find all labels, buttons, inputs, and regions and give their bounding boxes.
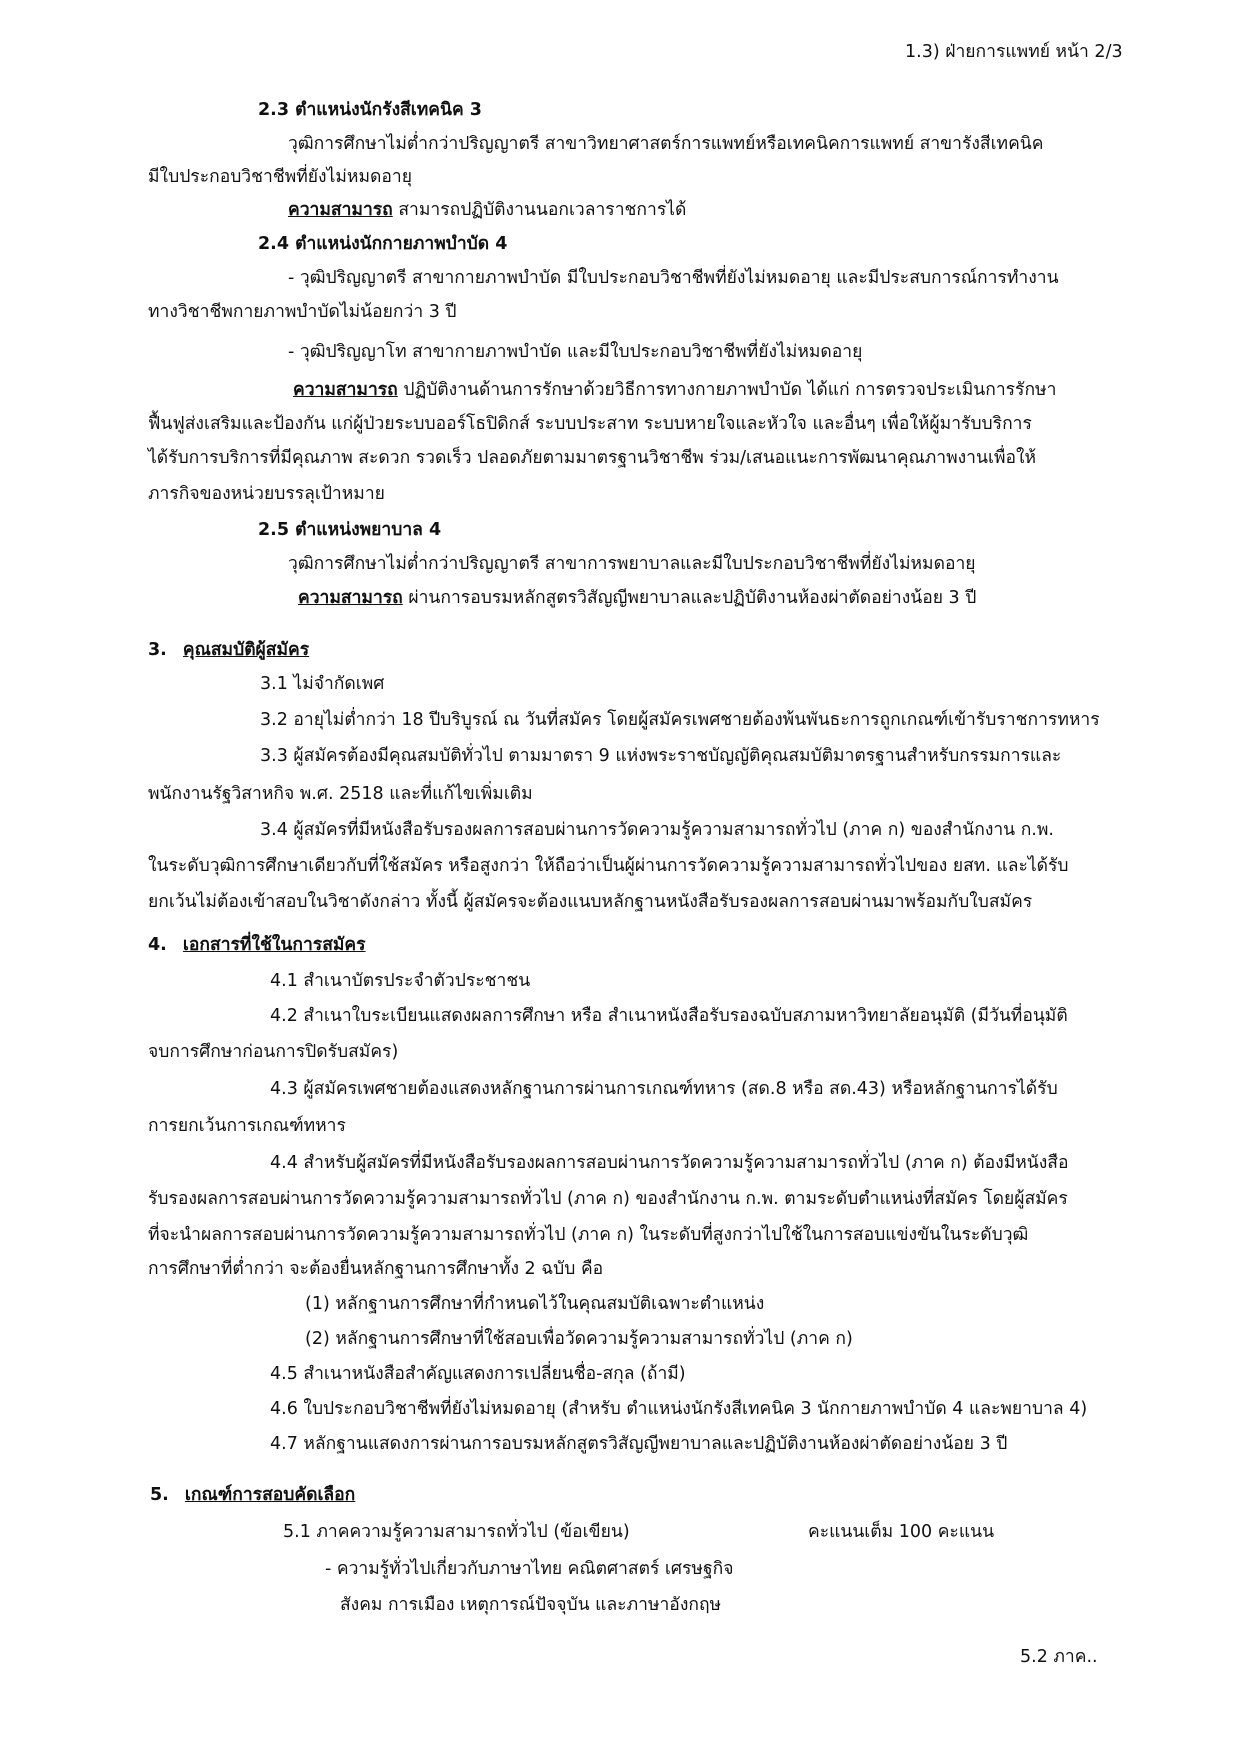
list-item: 4.6 ใบประกอบวิชาชีพที่ยังไม่หมดอายุ (สำหรับ ตำแหน่งนักรังสีเทคนิค 3 นักกายภาพบำบัด 4 และพยาบาล 4) — [270, 1399, 1088, 1419]
paragraph-line: รับรองผลการสอบผ่านการวัดความรู้ความสามารถทั่วไป (ภาค ก) ของสำนักงาน ก.พ. ตามระดับตำแหน่งที่สมัคร โดยผู้สมัคร — [148, 1189, 1068, 1209]
list-item: 4.5 สำเนาหนังสือสำคัญแสดงการเปลี่ยนชื่อ-สกุล (ถ้ามี) — [270, 1364, 686, 1384]
list-item: 3.2 อายุไม่ต่ำกว่า 18 ปีบริบูรณ์ ณ วันที่สมัคร โดยผู้สมัครเพศชายต้องพ้นพันธะการถูกเกณฑ์เข้ารับราชการทหาร — [260, 710, 1100, 730]
paragraph-line: วุฒิการศึกษาไม่ต่ำกว่าปริญญาตรี สาขาวิทยาศาสตร์การแพทย์หรือเทคนิคการแพทย์ สาขารังสีเทคนิค — [288, 134, 1044, 154]
section-3-heading — [148, 638, 309, 662]
page-header: 1.3) ฝ่ายการแพทย์ หน้า 2/3 — [905, 42, 1123, 62]
list-item: 5.1 ภาคความรู้ความสามารถทั่วไป (ข้อเขียน) — [283, 1522, 630, 1542]
sub-item: สังคม การเมือง เหตุการณ์ปัจจุบัน และภาษาอังกฤษ — [340, 1595, 722, 1615]
section-title: คุณสมบัติผู้สมัคร — [182, 640, 310, 660]
list-item: 3.1 ไม่จำกัดเพศ — [260, 674, 385, 694]
paragraph-line: ยกเว้นไม่ต้องเข้าสอบในวิชาดังกล่าว ทั้งนี้ ผู้สมัครจะต้องแนบหลักฐานหนังสือรับรองผลการสอบผ่านมาพร้อมกับใบสมัคร — [148, 892, 1033, 912]
paragraph-line: ที่จะนำผลการสอบผ่านการวัดความรู้ความสามารถทั่วไป (ภาค ก) ในระดับที่สูงกว่าไปใช้ในการสอบแข่งขันในระดับวุฒิ — [148, 1225, 1029, 1245]
heading-2-5: 2.5 ตำแหน่งพยาบาล 4 — [258, 520, 442, 540]
ability-label: ความสามารถ — [298, 588, 403, 608]
list-item: 4.1 สำเนาบัตรประจำตัวประชาชน — [270, 971, 531, 991]
paragraph-line: การศึกษาที่ต่ำกว่า จะต้องยื่นหลักฐานการศึกษาทั้ง 2 ฉบับ คือ — [148, 1259, 604, 1279]
list-item: 4.7 หลักฐานแสดงการผ่านการอบรมหลักสูตรวิสัญญีพยาบาลและปฏิบัติงานห้องผ่าตัดอย่างน้อย 3 ปี — [270, 1434, 1008, 1454]
list-item: 3.3 ผู้สมัครต้องมีคุณสมบัติทั่วไป ตามมาตรา 9 แห่งพระราชบัญญัติคุณสมบัติมาตรฐานสำหรับกรรมการและ — [260, 746, 1062, 766]
section-number: 5. — [150, 1485, 169, 1505]
list-item: 4.2 สำเนาใบระเบียนแสดงผลการศึกษา หรือ สำเนาหนังสือรับรองฉบับสภามหาวิทยาลัยอนุมัติ (มีวันที่อนุมัติ — [270, 1006, 1068, 1026]
paragraph-line: - วุฒิปริญญาโท สาขากายภาพบำบัด และมีใบประกอบวิชาชีพที่ยังไม่หมดอายุ — [288, 342, 863, 362]
ability-label: ความสามารถ — [288, 200, 393, 220]
section-title: เอกสารที่ใช้ในการสมัคร — [182, 935, 366, 955]
ability-text: ปฏิบัติงานด้านการรักษาด้วยวิธีการทางกายภาพบำบัด ได้แก่ การตรวจประเมินการรักษา — [403, 380, 1057, 400]
ability-text: สามารถปฏิบัติงานนอกเวลาราชการได้ — [398, 200, 687, 220]
list-item: 3.4 ผู้สมัครที่มีหนังสือรับรองผลการสอบผ่านการวัดความรู้ความสามารถทั่วไป (ภาค ก) ของสำนักงาน ก.พ. — [260, 820, 1054, 840]
ability-label: ความสามารถ — [293, 380, 398, 400]
section-5-heading — [150, 1483, 355, 1507]
section-number: 4. — [148, 935, 167, 955]
paragraph-line: ทางวิชาชีพกายภาพบำบัดไม่น้อยกว่า 3 ปี — [148, 302, 457, 322]
ability-line — [298, 586, 976, 610]
paragraph-line: - วุฒิปริญญาตรี สาขากายภาพบำบัด มีใบประกอบวิชาชีพที่ยังไม่หมดอายุ และมีประสบการณ์การทำงาน — [288, 268, 1059, 288]
section-4-heading — [148, 933, 366, 957]
score-label: คะแนนเต็ม 100 คะแนน — [808, 1522, 995, 1542]
sub-item: - ความรู้ทั่วไปเกี่ยวกับภาษาไทย คณิตศาสตร์ เศรษฐกิจ — [325, 1559, 734, 1579]
paragraph-line: ได้รับการบริการที่มีคุณภาพ สะดวก รวดเร็ว ปลอดภัยตามมาตรฐานวิชาชีพ ร่วม/เสนอแนะการพัฒนาคุณภาพงานเพื่อให้ — [148, 448, 1037, 468]
paragraph-line: พนักงานรัฐวิสาหกิจ พ.ศ. 2518 และที่แก้ไขเพิ่มเติม — [148, 784, 533, 804]
section-title: เกณฑ์การสอบคัดเลือก — [184, 1485, 356, 1505]
heading-2-3: 2.3 ตำแหน่งนักรังสีเทคนิค 3 — [258, 100, 482, 120]
heading-2-4: 2.4 ตำแหน่งนักกายภาพบำบัด 4 — [258, 234, 508, 254]
paragraph-line: ในระดับวุฒิการศึกษาเดียวกับที่ใช้สมัคร หรือสูงกว่า ให้ถือว่าเป็นผู้ผ่านการวัดความรู้ความสามารถทั่วไปของ ยสท. และได้รับ — [148, 856, 1069, 876]
sub-item: (2) หลักฐานการศึกษาที่ใช้สอบเพื่อวัดความรู้ความสามารถทั่วไป (ภาค ก) — [305, 1329, 853, 1349]
paragraph-line: ภารกิจของหน่วยบรรลุเป้าหมาย — [148, 484, 385, 504]
paragraph-line: ฟื้นฟูส่งเสริมและป้องกัน แก่ผู้ป่วยระบบออร์โธปิดิกส์ ระบบประสาท ระบบหายใจและหัวใจ และอื่นๆ เพื่อให้ผู้มารับบริการ — [148, 414, 1032, 434]
ability-text: ผ่านการอบรมหลักสูตรวิสัญญีพยาบาลและปฏิบัติงานห้องผ่าตัดอย่างน้อย 3 ปี — [408, 588, 977, 608]
paragraph-line: การยกเว้นการเกณฑ์ทหาร — [148, 1116, 346, 1136]
ability-line — [288, 198, 686, 222]
paragraph-line: จบการศึกษาก่อนการปิดรับสมัคร) — [148, 1042, 399, 1062]
section-number: 3. — [148, 640, 167, 660]
paragraph-line: วุฒิการศึกษาไม่ต่ำกว่าปริญญาตรี สาขาการพยาบาลและมีใบประกอบวิชาชีพที่ยังไม่หมดอายุ — [288, 554, 976, 574]
ability-line — [293, 378, 1056, 402]
list-item: 4.3 ผู้สมัครเพศชายต้องแสดงหลักฐานการผ่านการเกณฑ์ทหาร (สด.8 หรือ สด.43) หรือหลักฐานการได้รับ — [270, 1079, 1058, 1099]
paragraph-line: มีใบประกอบวิชาชีพที่ยังไม่หมดอายุ — [148, 167, 412, 187]
sub-item: (1) หลักฐานการศึกษาที่กำหนดไว้ในคุณสมบัติเฉพาะตำแหน่ง — [305, 1294, 765, 1314]
continuation-note: 5.2 ภาค.. — [1020, 1647, 1098, 1667]
list-item: 4.4 สำหรับผู้สมัครที่มีหนังสือรับรองผลการสอบผ่านการวัดความรู้ความสามารถทั่วไป (ภาค ก) ต้องมีหนังสือ — [270, 1153, 1069, 1173]
